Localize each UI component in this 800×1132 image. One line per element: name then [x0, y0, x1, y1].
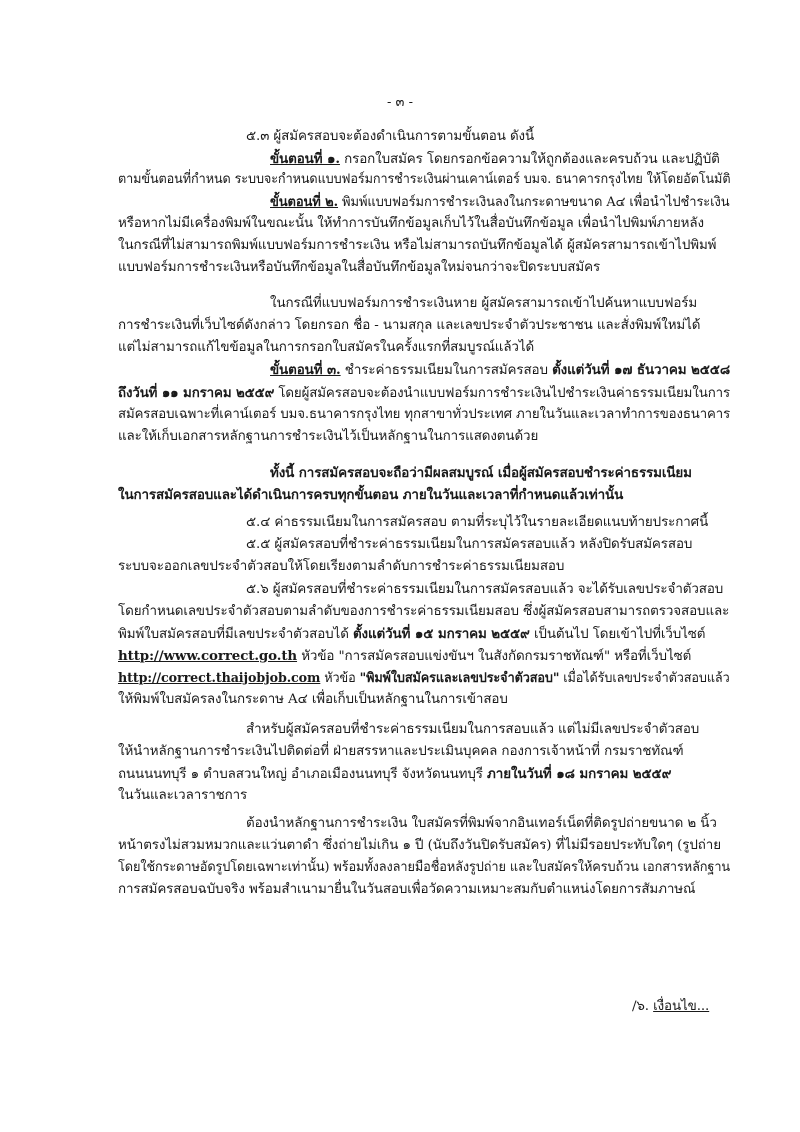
url-link[interactable]: http://www.correct.go.th: [118, 648, 298, 664]
text-span: "พิมพ์ใบสมัครและเลขประจำตัวสอบ": [359, 670, 560, 686]
text-line: [118, 237, 716, 255]
text-line: [118, 837, 721, 855]
text-line: [118, 603, 729, 621]
text-span: ภายในวันที่ ๑๘ มกราคม ๒๕๕๙: [487, 766, 672, 782]
text-line: [270, 193, 730, 212]
text-span: ชำระค่าธรรมเนียมในการสมัครสอบ: [340, 363, 553, 378]
text-span: ให้นำหลักฐานการชำระเงินไปติดต่อที่ ฝ่ายสรรหาและประเมินบุคคล กองการเจ้าหน้าที่ กรมราชทัณฑ์: [118, 744, 684, 759]
text-line: [118, 669, 730, 688]
text-line: [118, 339, 534, 357]
text-span: การสมัครสอบฉบับจริง พร้อมสำเนามายื่นในวันสอบเพื่อวัดความเหมาะสมกับตำแหน่งโดยการสัมภาษณ์: [118, 882, 696, 897]
text-span: ขั้นตอนที่ ๑.: [270, 151, 340, 167]
text-span: ๕.๖ ผู้สมัครสอบที่ชำระค่าธรรมเนียมในการสมัครสอบแล้ว จะได้รับเลขประจำตัวสอบ: [246, 582, 724, 597]
text-span: ๕.๓ ผู้สมัครสอบจะต้องดำเนินการตามขั้นตอน ดังนี้: [246, 129, 535, 144]
text-line: [118, 215, 704, 233]
text-line: [118, 881, 695, 899]
text-span: ในการสมัครสอบและได้ดำเนินการครบทุกขั้นตอน ภายในวันและเวลาที่กำหนดแล้วเท่านั้น: [118, 487, 624, 503]
text-span: พิมพ์ใบสมัครสอบที่มีเลขประจำตัวสอบได้: [118, 627, 353, 642]
text-span: ในกรณีที่ไม่สามารถพิมพ์แบบฟอร์มการชำระเงิน หรือไม่สามารถบันทึกข้อมูลได้ ผู้สมัครสามารถเข้าไปพิมพ์: [118, 238, 717, 253]
text-span: เป็นต้นไป โดยเข้าไปที่เว็บไซต์: [529, 627, 706, 642]
text-line: [246, 815, 717, 833]
text-line: [118, 171, 730, 189]
text-span: การชำระเงินที่เว็บไซต์ดังกล่าว โดยกรอก ชื่อ - นามสกุล และเลขประจำตัวประชาชน และสั่งพิมพ์ใหม่ได้: [118, 318, 701, 333]
text-span: สำหรับผู้สมัครสอบที่ชำระค่าธรรมเนียมในการสอบแล้ว แต่ไม่มีเลขประจำตัวสอบ: [246, 722, 700, 737]
text-span: โดยใช้กระดาษอัดรูปโดยเฉพาะเท่านั้น) พร้อมทั้งลงลายมือชื่อหลังรูปถ่าย และใบสมัครให้ครบถ้วน เอกสารหลักฐาน: [118, 860, 731, 875]
text-line: [270, 464, 692, 483]
text-span: ในวันและเวลาราชการ: [118, 788, 248, 803]
text-span: และให้เก็บเอกสารหลักฐานการชำระเงินไว้เป็นหลักฐานในการแสดงตนด้วย: [118, 429, 539, 444]
text-span: สมัครสอบเฉพาะที่เคาน์เตอร์ บมจ.ธนาคารกรุงไทย ทุกสาขาทั่วประเทศ ภายในวันและเวลาทำการของธนาคาร: [118, 407, 731, 422]
text-line: [118, 558, 564, 576]
text-line: [118, 486, 623, 505]
text-span: โดยกำหนดเลขประจำตัวสอบตามลำดับของการชำระค่าธรรมเนียมสอบ ซึ่งผู้สมัครสอบสามารถตรวจสอบและ: [118, 604, 730, 619]
text-span: พิมพ์แบบฟอร์มการชำระเงินลงในกระดาษขนาด A๔ เพื่อนำไปชำระเงิน: [338, 195, 730, 210]
url-link[interactable]: http://correct.thaijobjob.com: [118, 670, 321, 686]
text-line: [118, 859, 730, 877]
text-line: [118, 743, 683, 761]
text-span: ขั้นตอนที่ ๓.: [270, 362, 341, 378]
text-span: ระบบจะออกเลขประจำตัวสอบให้โดยเรียงตามลำดับการชำระค่าธรรมเนียมสอบ: [118, 559, 565, 574]
footer-next-heading: เงื่อนไข...: [653, 999, 710, 1014]
text-line: [118, 787, 247, 805]
text-span: แบบฟอร์มการชำระเงินหรือบันทึกข้อมูลในสื่อบันทึกข้อมูลใหม่จนกว่าจะปิดระบบสมัคร: [118, 260, 601, 275]
text-line: [118, 384, 730, 403]
text-line: [118, 625, 705, 644]
text-line: [118, 428, 538, 446]
text-span: ๕.๔ ค่าธรรมเนียมในการสมัครสอบ ตามที่ระบุไว้ในรายละเอียดแนบท้ายประกาศนี้: [246, 515, 709, 530]
text-span: ให้พิมพ์ใบสมัครลงในกระดาษ A๔ เพื่อเก็บเป็นหลักฐานในการเข้าสอบ: [118, 692, 508, 707]
text-line: [118, 647, 691, 666]
text-span: โดยผู้สมัครสอบจะต้องนำแบบฟอร์มการชำระเงินไปชำระเงินค่าธรรมเนียมในการ: [274, 386, 731, 401]
text-line: [118, 406, 730, 424]
text-span: ต้องนำหลักฐานการชำระเงิน ใบสมัครที่พิมพ์จากอินเทอร์เน็ตที่ติดรูปถ่ายขนาด ๒ นิ้ว: [246, 816, 717, 831]
text-span: ตั้งแต่วันที่ ๑๕ มกราคม ๒๕๕๙: [352, 626, 530, 642]
text-span: กรอกใบสมัคร โดยกรอกข้อความให้ถูกต้องและครบถ้วน และปฏิบัติ: [339, 152, 720, 167]
footer-prefix: /๖.: [632, 999, 654, 1014]
text-span: หัวข้อ: [320, 671, 360, 686]
page-number: - ๓ -: [387, 95, 413, 110]
text-span: ตามขั้นตอนที่กำหนด ระบบจะกำหนดแบบฟอร์มการชำระเงินผ่านเคาน์เตอร์ บมจ. ธนาคารกรุงไทย ให้โดยอัตโนมัติ: [118, 172, 731, 187]
text-span: หน้าตรงไม่สวมหมวกและแว่นตาดำ ซึ่งถ่ายไม่เกิน ๑ ปี (นับถึงวันปิดรับสมัคร) ที่ไม่มีรอยประทับใดๆ (รูปถ่าย: [118, 838, 721, 853]
text-line: [270, 150, 720, 169]
text-line: [246, 128, 534, 146]
text-span: ๕.๕ ผู้สมัครสอบที่ชำระค่าธรรมเนียมในการสมัครสอบแล้ว หลังปิดรับสมัครสอบ: [246, 537, 693, 552]
text-line: [246, 536, 692, 554]
text-span: ขั้นตอนที่ ๒.: [270, 194, 339, 210]
text-span: หรือหากไม่มีเครื่องพิมพ์ในขณะนั้น ให้ทำการบันทึกข้อมูลเก็บไว้ในสื่อบันทึกข้อมูล เพื่อนำไปพิมพ์ภายหลัง: [118, 216, 704, 231]
text-span: ทั้งนี้ การสมัครสอบจะถือว่ามีผลสมบูรณ์ เมื่อผู้สมัครสอบชำระค่าธรรมเนียม: [270, 465, 692, 481]
text-span: ถนนนนทบุรี ๑ ตำบลสวนใหญ่ อำเภอเมืองนนทบุรี จังหวัดนนทบุรี: [118, 767, 488, 782]
text-line: [118, 765, 671, 784]
text-line: [246, 721, 699, 739]
text-span: ในกรณีที่แบบฟอร์มการชำระเงินหาย ผู้สมัครสามารถเข้าไปค้นหาแบบฟอร์ม: [270, 296, 698, 311]
text-span: ตั้งแต่วันที่ ๑๗ ธันวาคม ๒๕๕๘: [552, 362, 731, 378]
text-line: [118, 691, 508, 709]
text-line: [246, 581, 723, 599]
text-line: [270, 295, 697, 313]
text-line: [246, 514, 708, 532]
continuation-footer: [632, 998, 709, 1016]
text-span: แต่ไม่สามารถแก้ไขข้อมูลในการกรอกใบสมัครในครั้งแรกที่สมบูรณ์แล้วได้: [118, 340, 535, 355]
text-span: หัวข้อ "การสมัครสอบแข่งขันฯ ในสังกัดกรมราชทัณฑ์" หรือที่เว็บไซต์: [297, 649, 692, 664]
text-line: [118, 259, 600, 277]
text-line: [118, 317, 700, 335]
text-span: เมื่อได้รับเลขประจำตัวสอบแล้ว: [559, 671, 730, 686]
text-line: [270, 361, 730, 380]
text-span: ถึงวันที่ ๑๑ มกราคม ๒๕๕๙: [118, 385, 275, 401]
